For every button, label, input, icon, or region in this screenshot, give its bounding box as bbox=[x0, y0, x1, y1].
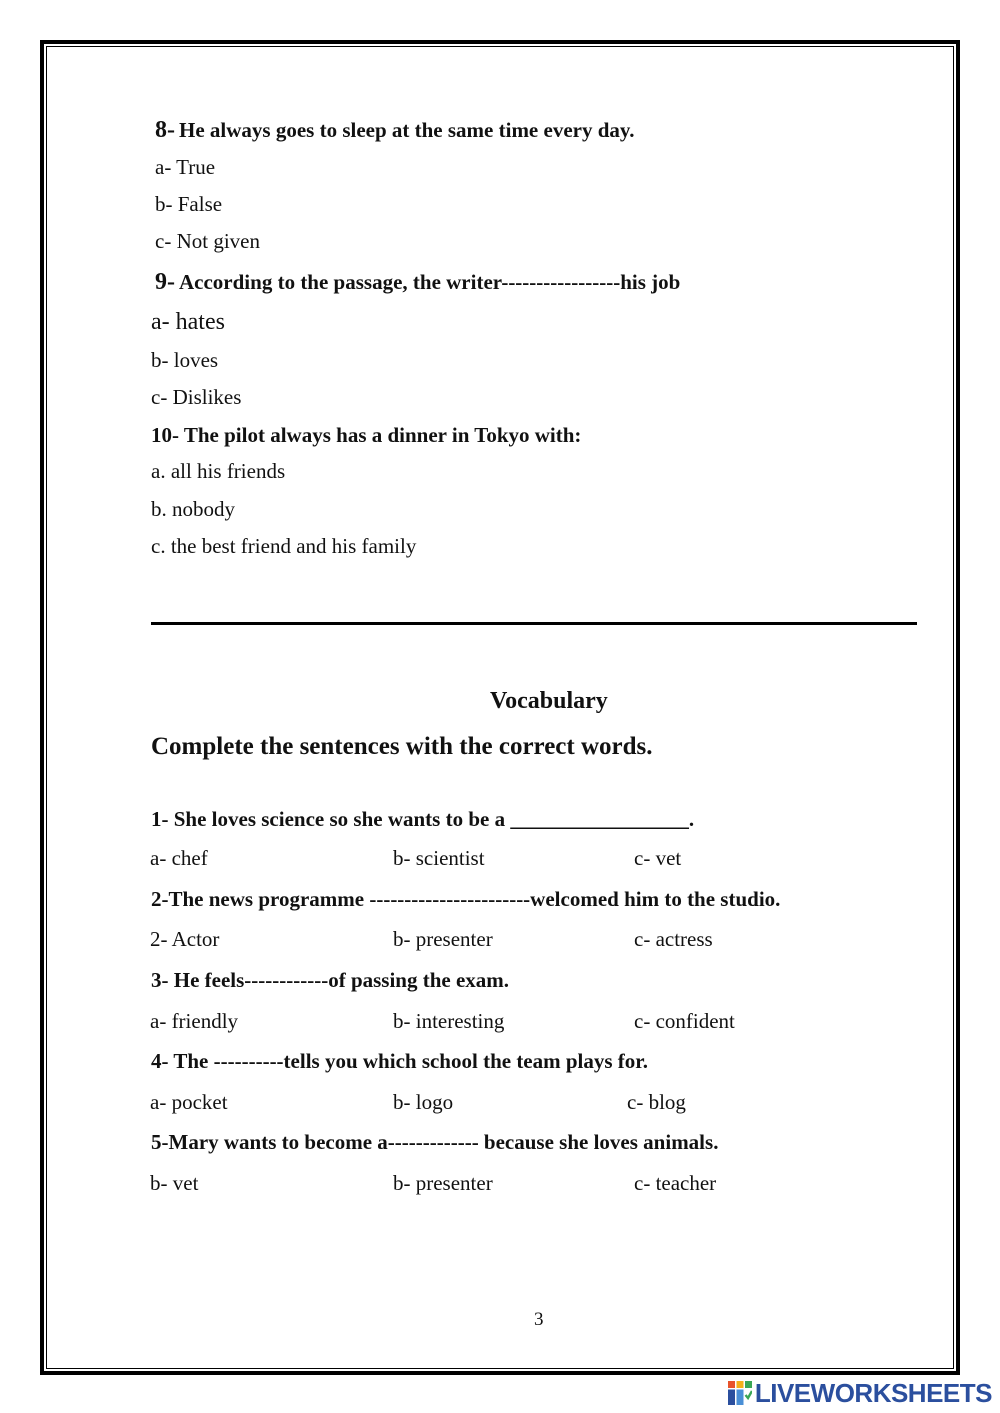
vocab-4-option-c[interactable]: c- blog bbox=[627, 1090, 686, 1114]
q10-option-c[interactable]: c. the best friend and his family bbox=[151, 534, 417, 558]
question-10: 10- The pilot always has a dinner in Tokyo with: bbox=[151, 423, 582, 447]
vocab-3-option-b[interactable]: b- interesting bbox=[393, 1009, 505, 1033]
q8-option-a[interactable]: a- True bbox=[155, 155, 216, 179]
q9-option-a[interactable]: a- hates bbox=[151, 309, 225, 335]
vocabulary-instructions: Complete the sentences with the correct words. bbox=[151, 733, 653, 760]
q8-option-b[interactable]: b- False bbox=[155, 192, 223, 216]
vocab-question-4: 4- The ----------tells you which school the team plays for. bbox=[151, 1049, 648, 1073]
section-divider bbox=[151, 622, 917, 625]
q9-option-b[interactable]: b- loves bbox=[151, 348, 219, 372]
vocab-3-option-c[interactable]: c- confident bbox=[634, 1009, 735, 1033]
vocab-question-2: 2-The news programme -----------------------welcomed him to the studio. bbox=[151, 887, 781, 911]
vocab-4-option-b[interactable]: b- logo bbox=[393, 1090, 454, 1114]
vocab-question-5: 5-Mary wants to become a------------- because she loves animals. bbox=[151, 1130, 719, 1154]
page-number: 3 bbox=[534, 1309, 544, 1330]
brand-name: LIVEWORKSHEETS bbox=[754, 1377, 992, 1408]
vocab-2-option-b[interactable]: b- presenter bbox=[393, 927, 493, 951]
vocab-5-option-c[interactable]: c- teacher bbox=[634, 1171, 717, 1195]
vocab-5-option-b[interactable]: b- presenter bbox=[393, 1171, 493, 1195]
vocab-3-option-a[interactable]: a- friendly bbox=[150, 1009, 239, 1033]
q8-option-c[interactable]: c- Not given bbox=[155, 229, 260, 253]
question-8: 8- He always goes to sleep at the same time every day. bbox=[155, 117, 635, 143]
vocab-1-option-c[interactable]: c- vet bbox=[634, 846, 682, 870]
vocab-question-1: 1- She loves science so she wants to be a _________________. bbox=[151, 807, 695, 831]
vocab-1-option-a[interactable]: a- chef bbox=[150, 846, 208, 870]
vocabulary-title: Vocabulary bbox=[490, 688, 608, 714]
q10-option-b[interactable]: b. nobody bbox=[151, 497, 235, 521]
question-9: 9- According to the passage, the writer-----------------his job bbox=[155, 269, 681, 295]
q9-option-c[interactable]: c- Dislikes bbox=[151, 385, 242, 409]
vocab-2-option-a[interactable]: 2- Actor bbox=[150, 927, 220, 951]
vocab-2-option-c[interactable]: c- actress bbox=[634, 927, 713, 951]
vocab-1-option-b[interactable]: b- scientist bbox=[393, 846, 485, 870]
vocab-5-option-a[interactable]: b- vet bbox=[150, 1171, 199, 1195]
vocab-question-3: 3- He feels------------of passing the exam. bbox=[151, 968, 510, 992]
vocab-4-option-a[interactable]: a- pocket bbox=[150, 1090, 228, 1114]
liveworksheets-logo bbox=[728, 1378, 992, 1408]
liveworksheets-icon bbox=[728, 1381, 752, 1405]
q10-option-a[interactable]: a. all his friends bbox=[151, 459, 286, 483]
